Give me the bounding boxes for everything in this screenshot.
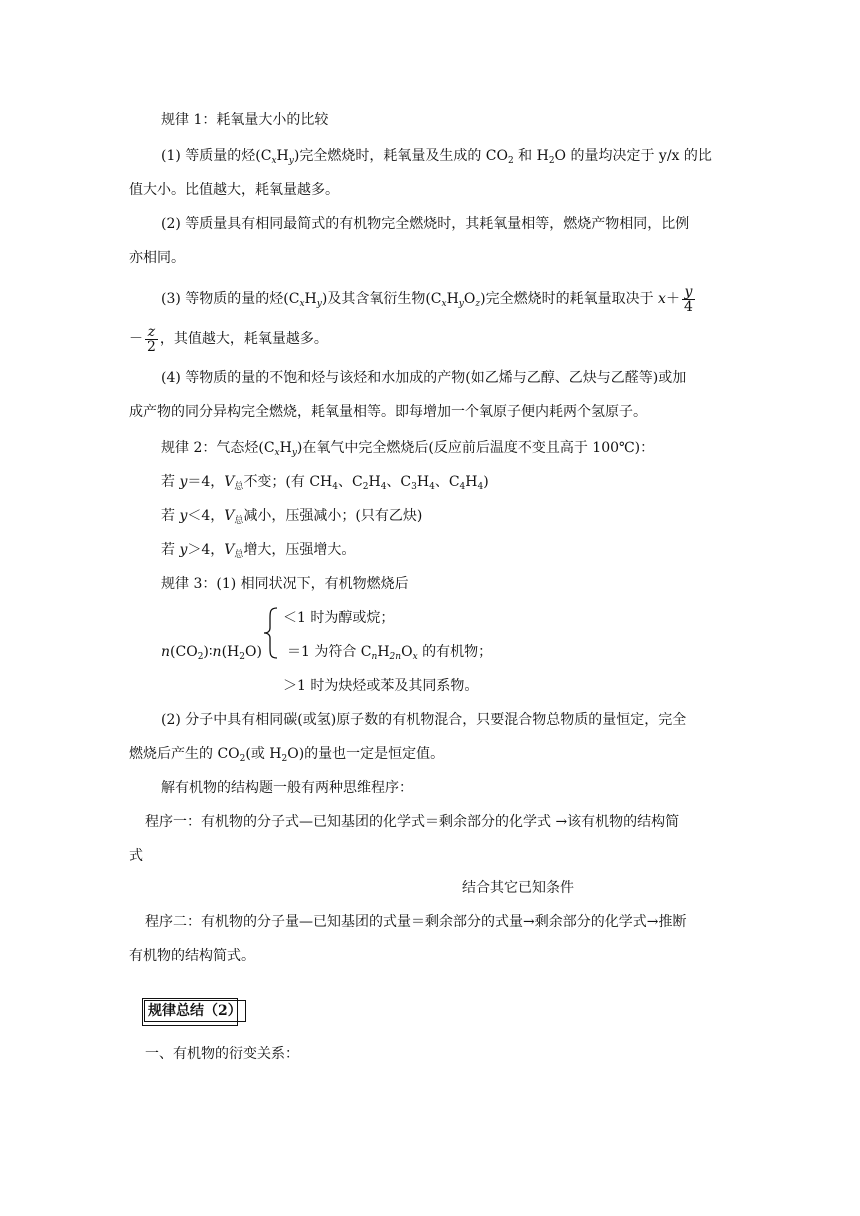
rule1-p4-line2: 成产物的同分异构完全燃烧，耗氧量相等。即每增加一个氧原子便内耗两个氢原子。 [129, 404, 647, 420]
section-heading-derivation: 一、有机物的衍变关系： [145, 1046, 299, 1062]
rule2-title: 规律 2：气态烃$(C_xH_y)$在氧气中完全燃烧后(反应前后温度不变且高于 100℃)： [161, 440, 655, 458]
rule3-case-less: ＜1 时为醇或烷； [283, 610, 395, 626]
procedure-one-line2: 式 [129, 848, 143, 864]
rule1-title: 规律 1：耗氧量大小的比较 [161, 112, 329, 128]
rule3-title: 规律 3：(1) 相同状况下，有机物燃烧后 [161, 576, 409, 592]
rule1-p2-line2: 亦相同。 [129, 250, 185, 266]
rule1-p4-line1: (4) 等物质的量的不饱和烃与该烃和水加成的产物(如乙烯与乙醇、乙炔与乙醛等)或加 [161, 370, 687, 386]
rule2-case-equal: 若 y＝4，$V_总$不变；(有 $CH_4$、$C_2H_4$、$C_3H_4$、$C_4H_4$) [161, 474, 489, 492]
rule3-p2-line1: (2) 分子中具有相同碳(或氢)原子数的有机物混合，只要混合物总物质的量恒定，完全 [161, 712, 687, 728]
fraction-y-over-4: $\frac{y}{4}$ [683, 283, 693, 315]
procedure-one-condition: 结合其它已知条件 [462, 880, 574, 896]
rule1-p1-line2: 值大小。比值越大，耗氧量越多。 [129, 182, 339, 198]
rule1-p3-line1: (3) 等物质的量的烃$(C_xH_y)$及其含氧衍生物$(C_xH_yO_z)$完全燃烧时的耗氧量取决于 x＋ $\frac{y}{4}$ [161, 283, 693, 315]
rule1-p2-line1: (2) 等质量具有相同最简式的有机物完全燃烧时，其耗氧量相等，燃烧产物相同，比例 [161, 216, 690, 232]
rule1-p1-line1: (1) 等质量的烃$(C_xH_y)$完全燃烧时，耗氧量及生成的 $CO_2$ 和 $H_2O$ 的量均决定于 y/x 的比 [161, 148, 712, 166]
rule2-case-greater: 若 y＞4，$V_总$增大，压强增大。 [161, 542, 356, 560]
rule3-p2-line2: 燃烧后产生的 $CO_2$(或 $H_2O$)的量也一定是恒定值。 [129, 746, 445, 764]
fraction-z-over-2: $\frac{z}{2}$ [147, 323, 156, 355]
procedure-two-line1: 程序二：有机物的分子量—已知基团的式量＝剩余部分的式量→剩余部分的化学式→推断 [145, 914, 687, 930]
rule2-case-less: 若 y＜4，$V_总$减小，压强减小；(只有乙炔) [161, 508, 423, 526]
rule3-case-greater: ＞1 时为炔烃或苯及其同系物。 [283, 678, 479, 694]
summary-box-title: 规律总结（2） [144, 1000, 246, 1022]
procedure-two-line2: 有机物的结构简式。 [129, 948, 255, 964]
curly-brace-icon [261, 606, 279, 660]
structure-intro: 解有机物的结构题一般有两种思维程序： [161, 780, 413, 796]
rule3-ratio: $n(CO_2)∶n(H_2O)$ [161, 644, 262, 662]
rule3-case-equal: ＝1 为符合 $C_nH_{2n}O_x$ 的有机物； [287, 644, 493, 662]
procedure-one-line1: 程序一：有机物的分子式—已知基团的化学式＝剩余部分的化学式 →该有机物的结构简 [145, 814, 680, 830]
rule1-p3-line2: － $\frac{z}{2}$ ，其值越大，耗氧量越多。 [129, 323, 328, 355]
